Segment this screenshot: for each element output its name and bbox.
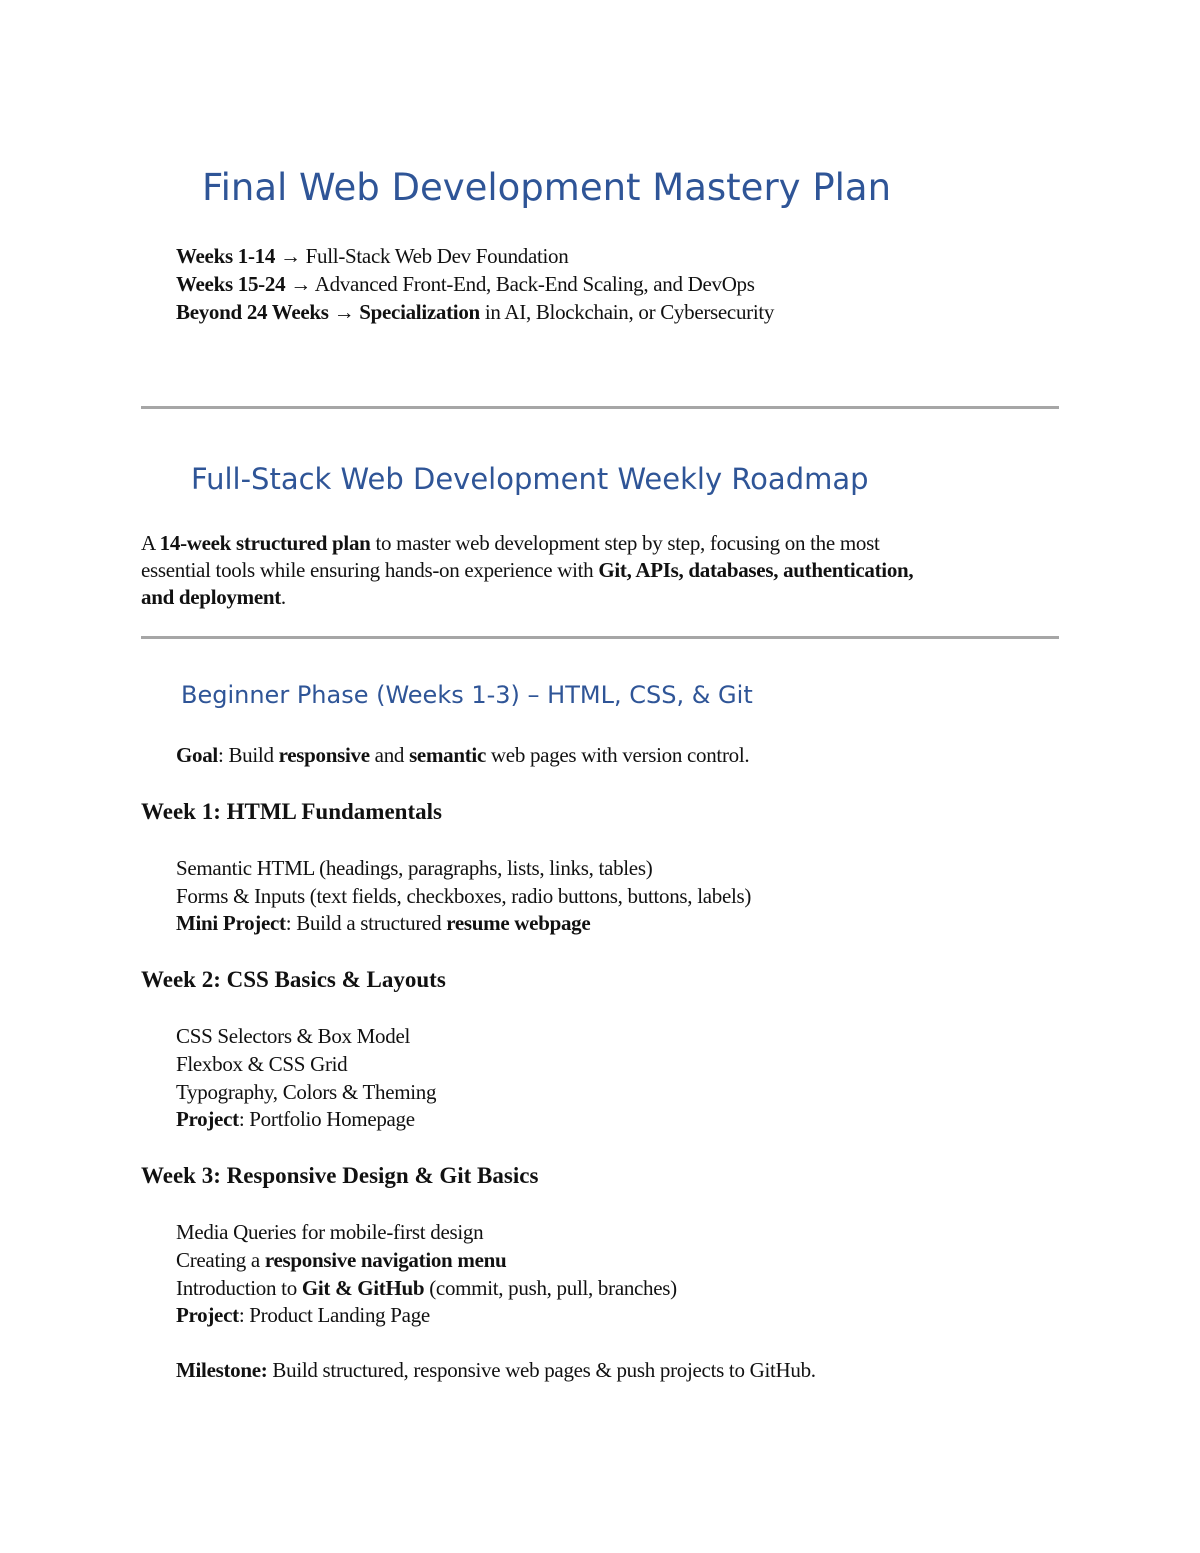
list-item <box>176 1105 415 1133</box>
week-3-heading: Week 3: Responsive Design & Git Basics <box>141 1163 539 1188</box>
overview-line <box>176 298 774 326</box>
bold-text: Git & GitHub <box>301 1276 425 1300</box>
text-segment: : Portfolio Homepage <box>238 1107 415 1131</box>
text-segment: CSS Selectors & Box Model <box>176 1024 411 1048</box>
list-item <box>176 1274 677 1302</box>
text-segment: Semantic HTML (headings, paragraphs, lists, links, tables) <box>176 856 653 880</box>
bold-text: responsive <box>278 743 370 767</box>
text-segment: essential tools while ensuring hands-on experience with <box>141 558 599 582</box>
phase-goal <box>176 741 749 769</box>
list-item <box>176 854 652 882</box>
list-item <box>176 1022 410 1050</box>
text-segment: to master web development step by step, focusing on the most <box>370 531 880 555</box>
text-segment: Forms & Inputs (text fields, checkboxes, radio buttons, buttons, labels) <box>176 884 752 908</box>
list-item <box>176 1246 506 1274</box>
text-segment: . <box>280 585 286 609</box>
bold-text: responsive navigation menu <box>264 1248 507 1272</box>
week-2-heading: Week 2: CSS Basics & Layouts <box>141 967 446 992</box>
intro-line <box>141 583 286 611</box>
text-segment: : Build <box>217 743 279 767</box>
text-segment: Build structured, responsive web pages & push projects to GitHub. <box>267 1358 816 1382</box>
text-segment: : Product Landing Page <box>238 1303 430 1327</box>
list-item <box>176 1301 430 1329</box>
bold-text: Project <box>176 1303 239 1327</box>
bold-text: Mini Project <box>176 911 286 935</box>
document-title: Final Web Development Mastery Plan <box>202 166 892 209</box>
text-segment: and <box>369 743 410 767</box>
bold-text: Weeks 15-24 <box>176 272 286 296</box>
roadmap-heading: Full-Stack Web Development Weekly Roadmap <box>191 462 869 496</box>
list-item <box>176 1078 436 1106</box>
text-segment: : Build a structured <box>285 911 447 935</box>
text-segment: → <box>328 300 360 324</box>
list-item <box>176 882 751 910</box>
text-segment: web pages with version control. <box>485 743 750 767</box>
bold-text: resume webpage <box>446 911 591 935</box>
text-segment: A <box>141 531 160 555</box>
text-segment: Media Queries for mobile-first design <box>176 1220 484 1244</box>
text-segment: → Advanced Front-End, Back-End Scaling, and DevOps <box>285 272 755 296</box>
list-item <box>176 1050 347 1078</box>
text-segment: Typography, Colors & Theming <box>176 1080 437 1104</box>
milestone <box>176 1356 816 1384</box>
bold-text: Beyond 24 Weeks <box>176 300 329 324</box>
bold-text: semantic <box>409 743 486 767</box>
bold-text: Git, APIs, databases, authentication, <box>598 558 914 582</box>
bold-text: Weeks 1-14 <box>176 244 276 268</box>
overview-line <box>176 242 568 270</box>
bold-text: Specialization <box>359 300 480 324</box>
bold-text: and deployment <box>141 585 281 609</box>
overview-line <box>176 270 755 298</box>
week-1-heading: Week 1: HTML Fundamentals <box>141 799 442 824</box>
text-segment: Creating a <box>176 1248 265 1272</box>
horizontal-divider <box>141 636 1059 639</box>
bold-text: Project <box>176 1107 239 1131</box>
bold-text: 14-week structured plan <box>159 531 371 555</box>
text-segment: Flexbox & CSS Grid <box>176 1052 348 1076</box>
bold-text: Milestone: <box>176 1358 268 1382</box>
horizontal-divider <box>141 406 1059 409</box>
phase-heading: Beginner Phase (Weeks 1-3) – HTML, CSS, & Git <box>181 681 753 709</box>
intro-line <box>141 529 879 557</box>
text-segment: → Full-Stack Web Dev Foundation <box>275 244 569 268</box>
intro-line <box>141 556 913 584</box>
text-segment: in AI, Blockchain, or Cybersecurity <box>479 300 775 324</box>
list-item <box>176 909 590 937</box>
text-segment: (commit, push, pull, branches) <box>424 1276 677 1300</box>
bold-text: Goal <box>176 743 218 767</box>
text-segment: Introduction to <box>176 1276 302 1300</box>
list-item <box>176 1218 483 1246</box>
